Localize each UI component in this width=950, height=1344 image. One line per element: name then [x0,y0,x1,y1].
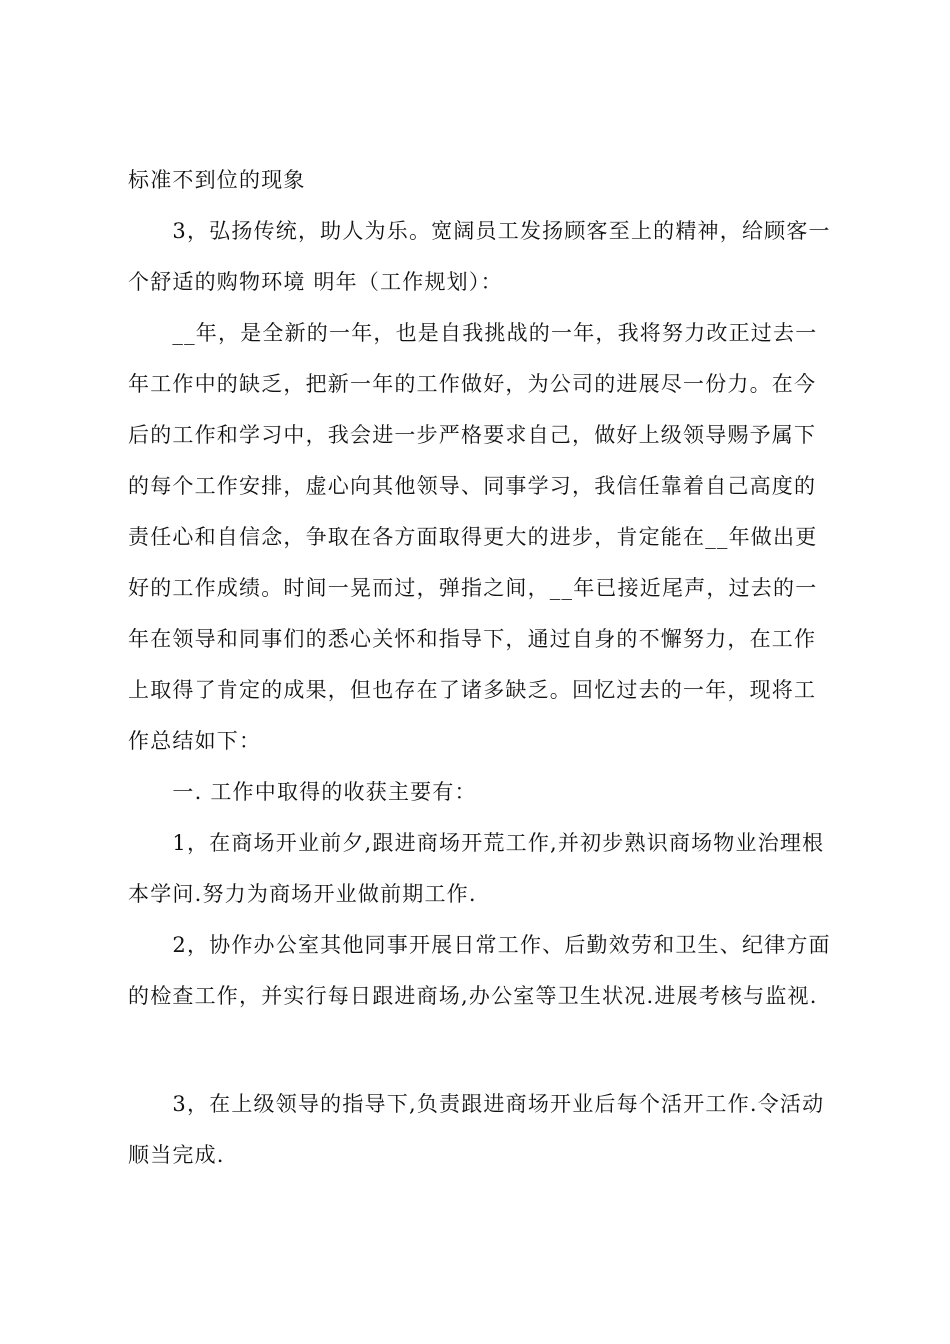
text-line: 上取得了肯定的成果，但也存在了诸多缺乏。回忆过去的一年，现将工 [128,678,817,702]
text-line: 后的工作和学习中，我会进一步严格要求自己，做好上级领导赐予属下 [128,423,817,447]
text-line: 3，在上级领导的指导下,负责跟进商场开业后每个活开工作.令活动 [128,1092,825,1116]
text-line: __年，是全新的一年，也是自我挑战的一年，我将努力改正过去一 [128,321,818,345]
text-line: 顺当完成. [128,1143,225,1167]
text-line: 3，弘扬传统，助人为乐。宽阔员工发扬顾客至上的精神，给顾客一 [128,219,831,243]
text-line: 的检查工作，并实行每日跟进商场,办公室等卫生状况.进展考核与监视. [128,984,818,1008]
text-line: 个舒适的购物环境 明年（工作规划）： [128,270,503,294]
text-line: 作总结如下： [128,729,262,753]
body-text-upper [128,155,832,1022]
body-text-lower [128,1079,832,1181]
text-line: 年工作中的缺乏，把新一年的工作做好，为公司的进展尽一份力。在今 [128,372,817,396]
text-line: 标准不到位的现象 [128,168,306,192]
text-line: 一. 工作中取得的收获主要有： [128,780,477,804]
text-line: 2，协作办公室其他同事开展日常工作、后勤效劳和卫生、纪律方面 [128,933,831,957]
text-line: 好的工作成绩。时间一晃而过，弹指之间，__年已接近尾声，过去的一 [128,576,818,600]
text-line: 年在领导和同事们的悉心关怀和指导下，通过自身的不懈努力，在工作 [128,627,817,651]
text-line: 的每个工作安排，虚心向其他领导、同事学习，我信任靠着自己高度的 [128,474,817,498]
text-line: 责任心和自信念，争取在各方面取得更大的进步，肯定能在__年做出更 [128,525,818,549]
text-line: 本学问.努力为商场开业做前期工作. [128,882,477,906]
text-line: 1，在商场开业前夕,跟进商场开荒工作,并初步熟识商场物业治理根 [128,831,825,855]
